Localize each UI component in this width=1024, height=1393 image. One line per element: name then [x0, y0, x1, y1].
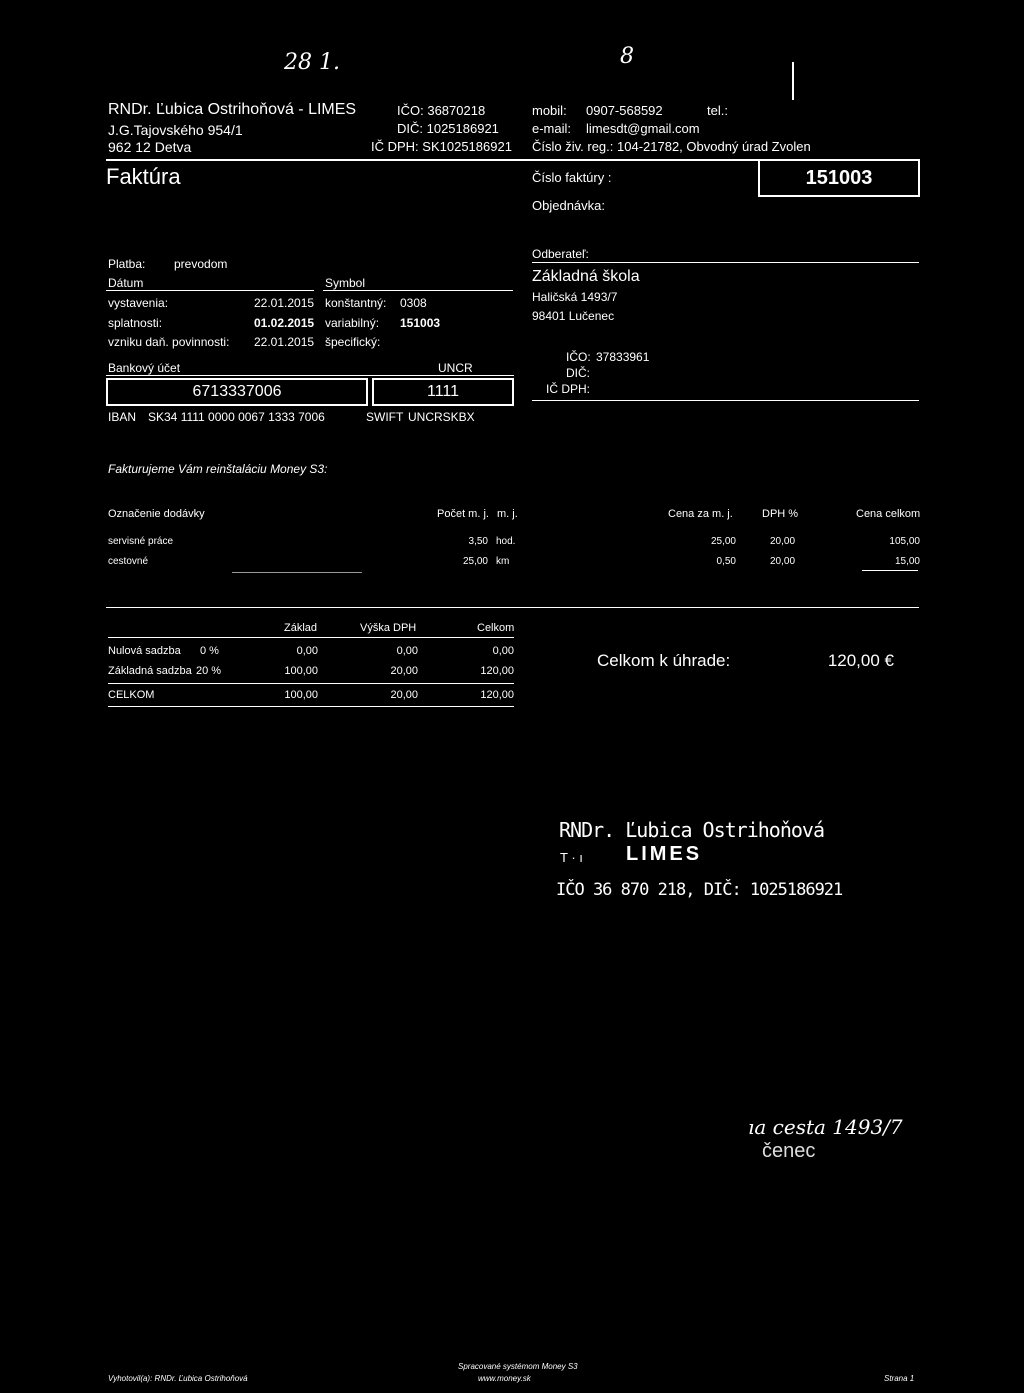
variable-symbol-label: variabilný:: [325, 316, 380, 330]
email-value: limesdt@gmail.com: [586, 121, 700, 136]
supplier-street: J.G.Tajovského 954/1: [108, 122, 243, 138]
supplier-city: 962 12 Detva: [108, 139, 192, 155]
stamp2-line-2: čenec: [762, 1140, 816, 1162]
vat-row-2-vat: 20,00: [390, 665, 418, 677]
vat-bottom-rule: [108, 706, 514, 707]
tax-date: 22.01.2015: [254, 335, 315, 349]
vat-header-total: Celkom: [477, 622, 515, 634]
payment-method: prevodom: [174, 257, 228, 271]
order-label: Objednávka:: [532, 198, 605, 213]
invoice-title: Faktúra: [106, 164, 181, 189]
vat-total-base: 100,00: [284, 689, 318, 701]
issue-date-label: vystavenia:: [108, 296, 169, 310]
items-header-qty: Počet m. j.: [437, 508, 489, 520]
items-header-unit: m. j.: [497, 508, 518, 520]
vat-header-rule: [108, 637, 514, 638]
vat-header-base: Základ: [284, 622, 318, 634]
item-1-qty: 3,50: [468, 536, 488, 547]
customer-rule: [532, 262, 919, 263]
invoice-number-label: Číslo faktúry :: [532, 170, 612, 185]
item-2-unit: km: [496, 556, 510, 567]
amount-due-label: Celkom k úhrade:: [597, 651, 731, 670]
item-faint-rule: [232, 572, 362, 573]
summary-top-rule: [106, 607, 919, 608]
customer-city: 98401 Lučenec: [532, 309, 615, 323]
customer-ico: 37833961: [596, 350, 650, 364]
item-2-qty: 25,00: [462, 556, 488, 567]
footer-issued-by: Vyhotovil(a): RNDr. Ľubica Ostrihoňová: [108, 1374, 248, 1383]
vat-row-1-label: Nulová sadzba: [108, 645, 181, 657]
iban-label: IBAN: [108, 410, 137, 424]
vat-row-1-total: 0,00: [492, 645, 514, 657]
items-header-price: Cena za m. j.: [668, 508, 733, 520]
items-header-total: Cena celkom: [856, 508, 921, 520]
item-1-unit: hod.: [496, 536, 516, 547]
vat-total-label: CELKOM: [108, 689, 155, 701]
vat-total-rule: [108, 683, 514, 684]
invoice-intro: Fakturujeme Vám reinštaláciu Money S3:: [108, 462, 328, 476]
vat-header-vat: Výška DPH: [360, 622, 417, 634]
item-1-vat: 20,00: [770, 536, 796, 547]
item-2-total: 15,00: [894, 556, 920, 567]
tel-label: tel.:: [707, 103, 728, 118]
supplier-ico: IČO: 36870218: [397, 103, 486, 118]
items-header-desc: Označenie dodávky: [108, 508, 205, 520]
scan-line: [792, 62, 794, 100]
bank-code-label: UNCR: [438, 361, 473, 375]
items-sum-rule: [862, 570, 918, 571]
issue-date: 22.01.2015: [254, 296, 315, 310]
account-number: 6713337006: [192, 383, 282, 400]
swift-value: UNCRSKBX: [408, 410, 475, 424]
constant-symbol-label: konštantný:: [325, 296, 387, 310]
vat-row-1-rate: 0 %: [200, 645, 219, 657]
supplier-dic: DIČ: 1025186921: [397, 121, 499, 136]
vat-row-2-total: 120,00: [480, 665, 514, 677]
item-2-vat: 20,00: [770, 556, 796, 567]
tax-date-label: vzniku daň. povinnosti:: [108, 335, 230, 349]
swift-label: SWIFT: [366, 410, 404, 424]
customer-bottom-rule: [532, 400, 919, 401]
stamp-line-3: IČO 36 870 218, DIČ: 1025186921: [556, 880, 843, 900]
bank-code: 1111: [426, 383, 460, 400]
due-date: 01.02.2015: [254, 316, 315, 330]
invoice-number-box: [758, 159, 920, 197]
customer-icdph-label: IČ DPH:: [546, 382, 591, 396]
due-date-label: splatnosti:: [108, 316, 163, 330]
item-2-desc: cestovné: [108, 556, 149, 567]
bank-rule: [106, 375, 514, 376]
invoice-number: 151003: [805, 167, 873, 189]
iban-value: SK34 1111 0000 0067 1333 7006: [148, 410, 325, 424]
vat-row-2-label: Základná sadzba: [108, 665, 192, 677]
vat-total-total: 120,00: [480, 689, 514, 701]
constant-symbol: 0308: [400, 296, 427, 310]
vat-row-2-rate: 20 %: [196, 665, 222, 677]
vat-row-1-base: 0,00: [296, 645, 318, 657]
vat-row-1-vat: 0,00: [396, 645, 418, 657]
symbol-header-rule: [323, 290, 513, 291]
bank-code-box: [372, 378, 514, 406]
payment-method-label: Platba:: [108, 257, 146, 271]
supplier-icdph: IČ DPH: SK1025186921: [371, 139, 512, 154]
handwritten-mark: 28 1.: [284, 50, 340, 75]
date-header: Dátum: [108, 276, 144, 290]
stamp-line-2-prefix: T · ı: [560, 850, 583, 865]
item-1-desc: servisné práce: [108, 536, 174, 547]
amount-due-value: 120,00 €: [827, 651, 894, 670]
vat-row-2-base: 100,00: [284, 665, 318, 677]
stamp-line-2: LIMES: [626, 843, 703, 865]
trade-register: Číslo živ. reg.: 104-21782, Obvodný úrad Zvolen: [532, 139, 811, 154]
supplier-name: RNDr. Ľubica Ostrihoňová - LIMES: [108, 101, 357, 118]
specific-symbol-label: špecifický:: [325, 335, 381, 349]
item-2-price: 0,50: [716, 556, 736, 567]
bank-account-label: Bankový účet: [108, 361, 181, 375]
item-1-price: 25,00: [710, 536, 736, 547]
stamp2-line-1: ıa cesta 1493/7: [748, 1115, 903, 1139]
vat-total-vat: 20,00: [390, 689, 418, 701]
customer-dic-label: DIČ:: [566, 366, 590, 380]
stamp-line-1: RNDr. Ľubica Ostrihoňová: [559, 818, 824, 842]
customer-ico-label: IČO:: [566, 350, 591, 364]
mobile-value: 0907-568592: [586, 103, 663, 118]
footer-web: www.money.sk: [478, 1374, 531, 1383]
customer-name: Základná škola: [532, 268, 640, 285]
symbol-header: Symbol: [325, 276, 366, 290]
variable-symbol: 151003: [400, 316, 441, 330]
items-header-vat: DPH %: [762, 508, 799, 520]
handwritten-mark-2: 8: [620, 44, 634, 69]
footer-page: Strana 1: [884, 1374, 915, 1383]
account-box: [106, 378, 368, 406]
mobile-label: mobil:: [532, 103, 567, 118]
date-header-rule: [106, 290, 314, 291]
item-1-total: 105,00: [889, 536, 920, 547]
email-label: e-mail:: [532, 121, 572, 136]
customer-label: Odberateľ:: [532, 247, 589, 261]
customer-street: Haličská 1493/7: [532, 290, 618, 304]
footer-system: Spracované systémom Money S3: [458, 1362, 578, 1371]
